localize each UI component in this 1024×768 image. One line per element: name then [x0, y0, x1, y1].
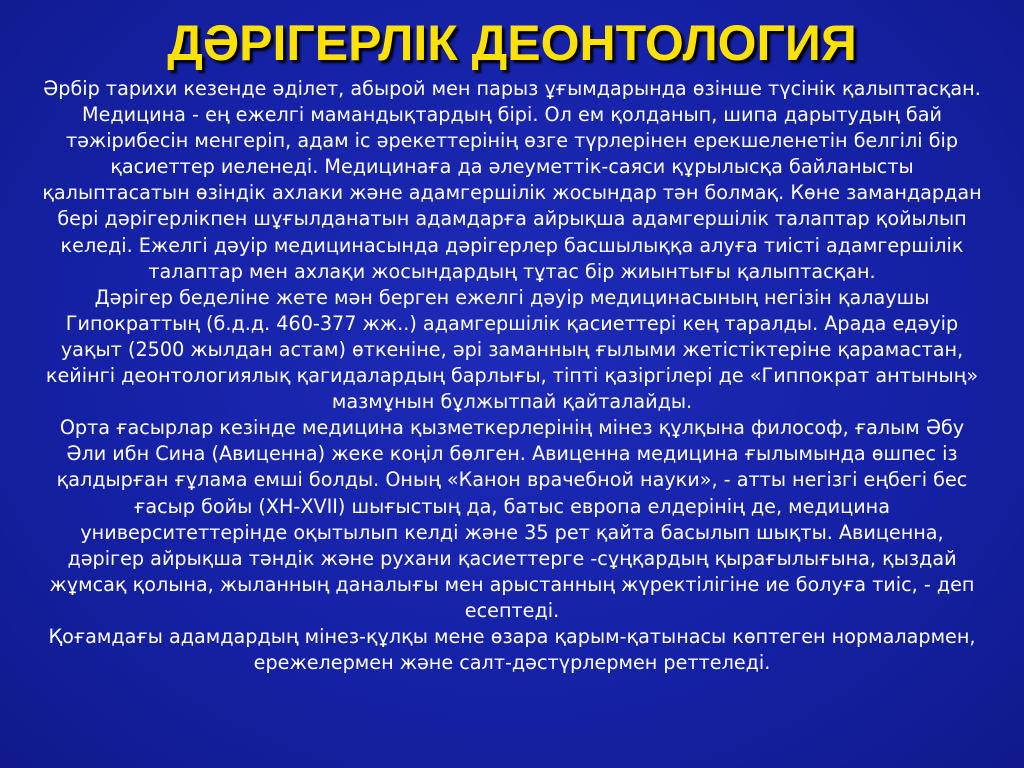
paragraph-medicine: Медицина - ең ежелгі мамандықтардың бірі. Ол ем қолданып, шипа дарытудың бай тәжірибесін менгеріп, адам іс әрекеттерінің өзге түрлерінен ерекшеленетін белгілі бір қасиеттер иеленеді. Медицинаға да әлеуметтік-саяси құрылысқа байланысты қалыптасатын өзіндік ахлаки және адамгершілік жосындар тән болмақ. Көне замандардан бері дәрігерлікпен шұғылданатын адамдарға айрықша адамгершілік талаптар қойылып келеді. Ежелгі дәуір медицинасында дәрігерлер басшылыққа алуға тиісті адамгершілік талаптар мен ахлақи жосындардың тұтас бір жиынтығы қалыптасқан.: [42, 103, 982, 283]
paragraph-avicenna: Орта ғасырлар кезінде медицина қызметкерлерінің мінез құлқына философ, ғалым Әбу Әли ибн Сина (Авиценна) жеке коңіл бөлген. Авиценна медицина ғылымында өшпес із қалдырған ғұлама емші болды. Оның «Канон врачебной науки», - атты негізгі еңбегі бес ғасыр бойы (ХН-XVII) шығыстың да, батыс европа елдерінің де, медицина университеттерінде оқытылып келді және 35 рет қайта басылып шықты. Авиценна, дәрігер айрықша тәндік және рухани қасиеттерге -сұңқардың қырағылығына, қыздай жұмсақ қолына, жыланның даналығы мен арыстанның жүректілігіне ие болуға тиіс, - деп есептеді.: [49, 416, 975, 622]
slide-title: ДӘРІГЕРЛІК ДЕОНТОЛОГИЯ: [167, 15, 857, 71]
paragraph-hippocrates: Дәрігер беделіне жете мән берген ежелгі дәуір медицинасының негізін қалаушы Гипократтың (б.д.д. 460-377 жж..) адамгершілік қасиеттері кең таралды. Арада едәуір уақыт (2500 жылдан астам) өткеніне, әрі заманның ғылыми жетістіктеріне қарамастан, кейінгі деонтологиялық қагидалардың барлығы, тіпті қазіргілері де «Гиппократ антының» мазмұнын бұлжытпай қайталайды.: [45, 285, 979, 414]
paragraph-society: Қоғамдағы адамдардың мінез-құлқы мене өзара қарым-қатынасы көптеген нормалармен, ережелермен және салт-дәстүрлермен реттеледі.: [48, 624, 976, 675]
paragraph-intro: Әрбір тарихи кезенде әділет, абырой мен парыз ұғымдарында өзінше түсінік қалыптасқан.: [43, 77, 981, 100]
slide-body: [40, 76, 984, 676]
